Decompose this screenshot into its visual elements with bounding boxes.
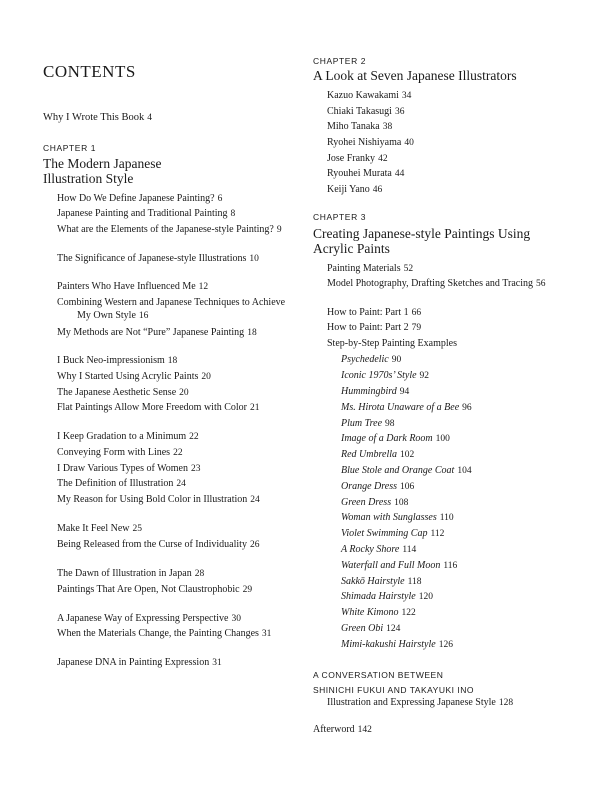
contents-title: CONTENTS [43, 62, 136, 81]
entry-page: 112 [430, 529, 445, 539]
entry-page: 98 [385, 419, 395, 429]
toc-entry[interactable] [57, 387, 189, 400]
toc-entry[interactable] [57, 224, 282, 237]
chapter3-title: Creating Japanese-style Paintings Using Acrylic Paints [313, 226, 531, 256]
toc-entry[interactable] [57, 463, 200, 476]
entry-title: A Rocky Shore [341, 544, 400, 555]
entry-page: 22 [173, 448, 183, 458]
toc-entry[interactable] [57, 523, 142, 536]
toc-entry[interactable] [57, 281, 208, 294]
entry-page: 40 [404, 138, 414, 148]
toc-entry[interactable] [341, 591, 433, 604]
chapter1-label: CHAPTER 1 [43, 143, 97, 153]
entry-page: 25 [132, 524, 142, 534]
chapter2-title: A Look at Seven Japanese Illustrators [313, 68, 517, 83]
entry-title: Woman with Sunglasses [341, 512, 437, 523]
entry-page: 22 [189, 432, 199, 442]
entry-page: 104 [457, 466, 472, 476]
entry-page: 9 [276, 225, 282, 235]
toc-entry[interactable] [327, 90, 411, 103]
entry-title: Green Obi [341, 623, 384, 634]
conversation-label-line1: A CONVERSATION BETWEEN [313, 670, 444, 680]
toc-entry[interactable] [341, 465, 472, 478]
toc-entry[interactable] [341, 544, 416, 557]
toc-entry[interactable] [57, 402, 260, 415]
entry-page: 118 [407, 577, 422, 587]
entry-title: Japanese DNA in Painting Expression [57, 657, 210, 668]
entry-page: 79 [411, 323, 422, 333]
entry-title: Waterfall and Full Moon [341, 560, 441, 571]
entry-page: 30 [231, 614, 241, 624]
entry-title: Ryohei Nishiyama [327, 137, 402, 148]
entry-page: 108 [394, 498, 409, 508]
entry-title: Violet Swimming Cap [341, 528, 428, 539]
entry-page: 96 [462, 403, 472, 413]
entry-title: Miho Tanaka [327, 121, 380, 132]
entry-page: 31 [261, 629, 272, 639]
toc-entry[interactable] [327, 153, 388, 166]
entry-page: 8 [230, 209, 236, 219]
toc-entry[interactable] [341, 386, 409, 399]
entry-title: Plum Tree [341, 418, 383, 429]
entry-page: 6 [217, 194, 223, 204]
entry-title: The Japanese Aesthetic Sense [57, 387, 177, 398]
toc-entry[interactable] [327, 137, 414, 150]
entry-title: What are the Elements of the Japanese-style Painting? [57, 224, 274, 235]
entry-page: 31 [212, 658, 222, 668]
entry-page: 92 [419, 371, 430, 381]
toc-entry[interactable] [341, 370, 429, 383]
entry-page: 18 [167, 356, 178, 366]
toc-entry[interactable] [57, 628, 271, 641]
entry-page: 20 [201, 372, 211, 382]
toc-entry[interactable] [341, 528, 444, 541]
entry-title: Ms. Hirota Unaware of a Bee [341, 402, 460, 413]
toc-entry[interactable] [341, 481, 414, 494]
toc-entry[interactable] [57, 584, 252, 597]
entry-page: 10 [249, 254, 259, 264]
entry-title: Image of a Dark Room [341, 433, 433, 444]
entry-page: 124 [386, 624, 401, 634]
toc-entry[interactable] [341, 576, 422, 589]
entry-title: I Draw Various Types of Women [57, 463, 188, 474]
entry-title: White Kimono [341, 607, 399, 618]
entry-page: 142 [357, 725, 372, 735]
entry-title: Being Released from the Curse of Individuality [57, 539, 247, 550]
entry-page: 52 [403, 264, 414, 274]
entry-page: 110 [439, 513, 454, 523]
entry-title: Green Dress [341, 497, 392, 508]
toc-entry[interactable] [341, 418, 395, 431]
entry-title: Make It Feel New [57, 523, 130, 534]
entry-title: Shimada Hairstyle [341, 591, 416, 602]
entry-title: Why I Started Using Acrylic Paints [57, 371, 199, 382]
entry-title: Hummingbird [341, 386, 397, 397]
entry-title: How to Paint: Part 2 [327, 322, 409, 333]
entry-title: Combining Western and Japanese Techniques to Achieve My Own Style [57, 297, 286, 321]
entry-page: 21 [250, 403, 260, 413]
entry-title: How to Paint: Part 1 [327, 307, 409, 318]
toc-entry[interactable] [57, 431, 199, 444]
entry-title: Mimi-kakushi Hairstyle [341, 639, 436, 650]
toc-entry[interactable] [57, 613, 241, 626]
entry-title: Red Umbrella [341, 449, 398, 460]
entry-page: 16 [138, 310, 149, 321]
entry-page: 122 [401, 608, 416, 618]
toc-entry[interactable] [327, 338, 457, 351]
toc-entry[interactable] [57, 478, 186, 491]
conversation-label-line2: SHINICHI FUKUI AND TAKAYUKI INO [313, 685, 474, 695]
entry-title: I Buck Neo-impressionism [57, 355, 165, 366]
entry-title: Ryouhei Murata [327, 168, 392, 179]
entry-title: Model Photography, Drafting Sketches and Tracing [327, 278, 533, 289]
toc-entry[interactable] [327, 263, 413, 276]
entry-title: Flat Paintings Allow More Freedom with Color [57, 402, 247, 413]
entry-title: I Keep Gradation to a Minimum [57, 431, 187, 442]
entry-page: 56 [536, 279, 546, 289]
entry-page: 23 [190, 464, 201, 474]
toc-entry[interactable] [327, 121, 392, 134]
conversation-label [313, 668, 474, 698]
toc-entry[interactable] [341, 354, 401, 367]
entry-title: Painters Who Have Influenced Me [57, 281, 196, 292]
entry-page: 12 [198, 282, 209, 292]
entry-page: 20 [179, 388, 189, 398]
entry-title: Kazuo Kawakami [327, 90, 399, 101]
entry-page: 46 [372, 185, 383, 195]
toc-entry[interactable] [327, 168, 404, 181]
toc-entry[interactable] [57, 208, 235, 221]
entry-page: 26 [249, 540, 260, 550]
toc-entry[interactable] [341, 512, 454, 525]
entry-page: 126 [438, 640, 453, 650]
entry-title: Keiji Yano [327, 184, 370, 195]
afterword-entry[interactable] [313, 724, 372, 735]
entry-title: When the Materials Change, the Painting Changes [57, 628, 259, 639]
entry-title: The Significance of Japanese-style Illustrations [57, 253, 247, 264]
toc-entry[interactable] [341, 607, 416, 620]
toc-entry[interactable] [341, 497, 408, 510]
toc-entry[interactable] [57, 297, 293, 322]
entry-title: Sakkō Hairstyle [341, 576, 405, 587]
toc-entry[interactable] [57, 494, 260, 507]
chapter2-label: CHAPTER 2 [313, 56, 367, 66]
entry-title: Blue Stole and Orange Coat [341, 465, 455, 476]
entry-page: 38 [382, 122, 393, 132]
toc-entry[interactable] [57, 327, 257, 340]
entry-page: 102 [400, 450, 415, 460]
toc-entry[interactable] [57, 371, 211, 384]
conversation-entry[interactable] [327, 697, 513, 708]
toc-entry[interactable] [57, 355, 177, 368]
entry-page: 90 [391, 355, 402, 365]
toc-entry[interactable] [57, 193, 222, 206]
entry-title: Paintings That Are Open, Not Claustrophobic [57, 584, 240, 595]
chapter1-title: The Modern Japanese Illustration Style [43, 156, 162, 186]
entry-page: 100 [435, 434, 450, 444]
toc-entry[interactable] [327, 322, 421, 335]
toc-entry[interactable] [57, 657, 222, 670]
entry-page: 24 [176, 479, 186, 489]
entry-page: 106 [400, 482, 415, 492]
toc-entry[interactable] [341, 449, 416, 462]
entry-title: The Definition of Illustration [57, 478, 174, 489]
entry-title: My Methods are Not “Pure” Japanese Painting [57, 327, 245, 338]
entry-title: How Do We Define Japanese Painting? [57, 193, 215, 204]
entry-title: Painting Materials [327, 263, 401, 274]
entry-page: 116 [443, 561, 458, 571]
entry-page: 114 [402, 545, 417, 555]
entry-page: 36 [394, 107, 405, 117]
intro-entry[interactable] [43, 112, 152, 123]
entry-page: 4 [147, 113, 153, 123]
toc-entry[interactable] [57, 253, 259, 266]
entry-page: 29 [242, 585, 253, 595]
toc-entry[interactable] [327, 106, 404, 119]
entry-page: 34 [401, 91, 412, 101]
entry-page: 66 [411, 308, 422, 318]
entry-title: Afterword [313, 724, 355, 735]
entry-title: Conveying Form with Lines [57, 447, 171, 458]
toc-entry[interactable] [57, 568, 204, 581]
toc-entry[interactable] [57, 539, 259, 552]
toc-entry[interactable] [341, 639, 453, 652]
toc-entry[interactable] [327, 278, 546, 291]
chapter3-label: CHAPTER 3 [313, 212, 367, 222]
entry-title: Orange Dress [341, 481, 398, 492]
entry-title: Chiaki Takasugi [327, 106, 392, 117]
entry-title: Illustration and Expressing Japanese Style [327, 697, 496, 708]
toc-entry[interactable] [327, 307, 421, 320]
entry-title: The Dawn of Illustration in Japan [57, 568, 192, 579]
entry-page: 44 [394, 169, 405, 179]
toc-entry[interactable] [57, 447, 183, 460]
entry-page: 18 [247, 328, 257, 338]
entry-page: 94 [399, 387, 410, 397]
entry-page: 24 [250, 495, 260, 505]
entry-page: 42 [378, 154, 388, 164]
entry-page: 28 [194, 569, 205, 579]
toc-entry[interactable] [341, 623, 400, 636]
entry-title: Why I Wrote This Book [43, 112, 145, 123]
entry-title: Psychedelic [341, 354, 389, 365]
entry-title: My Reason for Using Bold Color in Illustration [57, 494, 248, 505]
entry-title: Iconic 1970s’ Style [341, 370, 417, 381]
entry-title: Japanese Painting and Traditional Painting [57, 208, 228, 219]
toc-entry[interactable] [327, 184, 382, 197]
toc-entry[interactable] [341, 433, 450, 446]
entry-title: Jose Franky [327, 153, 376, 164]
entry-page: 120 [418, 592, 433, 602]
toc-entry[interactable] [341, 560, 457, 573]
entry-title: Step-by-Step Painting Examples [327, 338, 457, 349]
toc-entry[interactable] [341, 402, 472, 415]
entry-title: A Japanese Way of Expressing Perspective [57, 613, 229, 624]
entry-page: 128 [498, 698, 514, 708]
